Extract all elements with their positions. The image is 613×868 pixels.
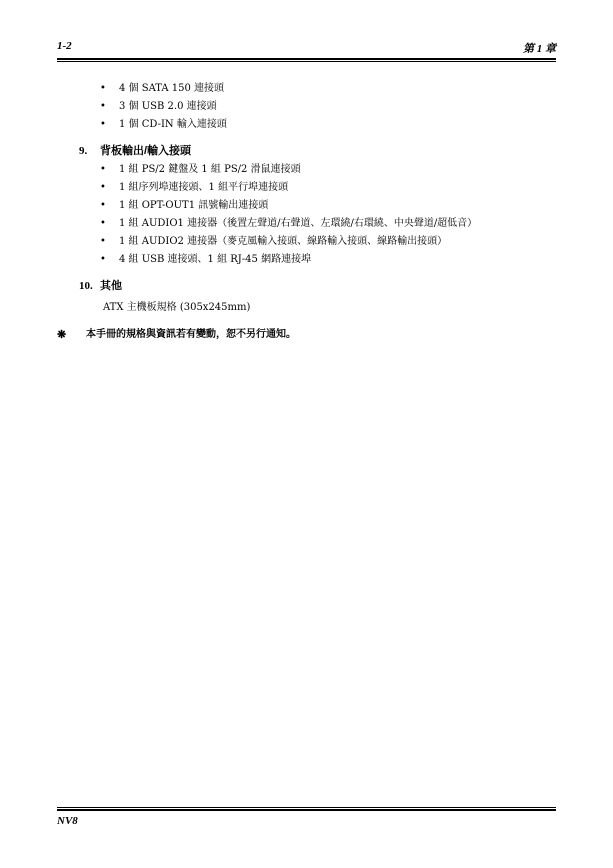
bullet-icon: • bbox=[100, 218, 106, 229]
bullet-icon: • bbox=[100, 83, 106, 94]
spec-line: ATX 主機板規格 (305x245mm) bbox=[103, 302, 251, 313]
bullet-icon: • bbox=[100, 182, 106, 193]
section-number: 10. bbox=[79, 280, 93, 292]
bullet-icon: • bbox=[100, 200, 106, 211]
footer-model-name: NV8 bbox=[57, 815, 78, 827]
list-item-text: 1 組 AUDIO2 連接器（麥克風輸入接頭、線路輸入接頭、線路輸出接頭） bbox=[119, 236, 448, 247]
list-item-text: 3 個 USB 2.0 連接頭 bbox=[119, 101, 217, 112]
bullet-icon: • bbox=[100, 236, 106, 247]
header-page-number: 1-2 bbox=[57, 40, 72, 52]
list-item-text: 1 組序列埠連接頭、1 組平行埠連接頭 bbox=[119, 182, 289, 193]
bullet-icon: • bbox=[100, 164, 106, 175]
list-item-text: 1 組 OPT-OUT1 訊號輸出連接頭 bbox=[119, 200, 269, 211]
header-rule-thin bbox=[57, 61, 556, 62]
list-item-text: 1 個 CD-IN 輸入連接頭 bbox=[119, 119, 227, 130]
bullet-icon: • bbox=[100, 101, 106, 112]
section-title: 其他 bbox=[100, 280, 122, 292]
bullet-icon: • bbox=[100, 254, 106, 265]
section-title: 背板輸出/輸入接頭 bbox=[100, 145, 192, 157]
note-star-icon: ❋ bbox=[57, 328, 67, 341]
list-item-text: 4 組 USB 連接頭、1 組 RJ-45 網路連接埠 bbox=[119, 254, 312, 265]
header-chapter: 第 1 章 bbox=[523, 43, 556, 55]
footer-rule-thin bbox=[57, 807, 556, 808]
bullet-icon: • bbox=[100, 119, 106, 130]
note-text: 本手冊的規格與資訊若有變動，恕不另行通知。 bbox=[86, 329, 296, 340]
list-item-text: 4 個 SATA 150 連接頭 bbox=[119, 83, 225, 94]
section-number: 9. bbox=[79, 145, 88, 157]
list-item-text: 1 組 PS/2 鍵盤及 1 組 PS/2 滑鼠連接頭 bbox=[119, 164, 301, 175]
footer-rule-thick bbox=[57, 809, 556, 811]
list-item-text: 1 組 AUDIO1 連接器（後置左聲道/右聲道、左環繞/右環繞、中央聲道/超低音） bbox=[119, 218, 478, 229]
header-rule-thick bbox=[57, 58, 556, 60]
